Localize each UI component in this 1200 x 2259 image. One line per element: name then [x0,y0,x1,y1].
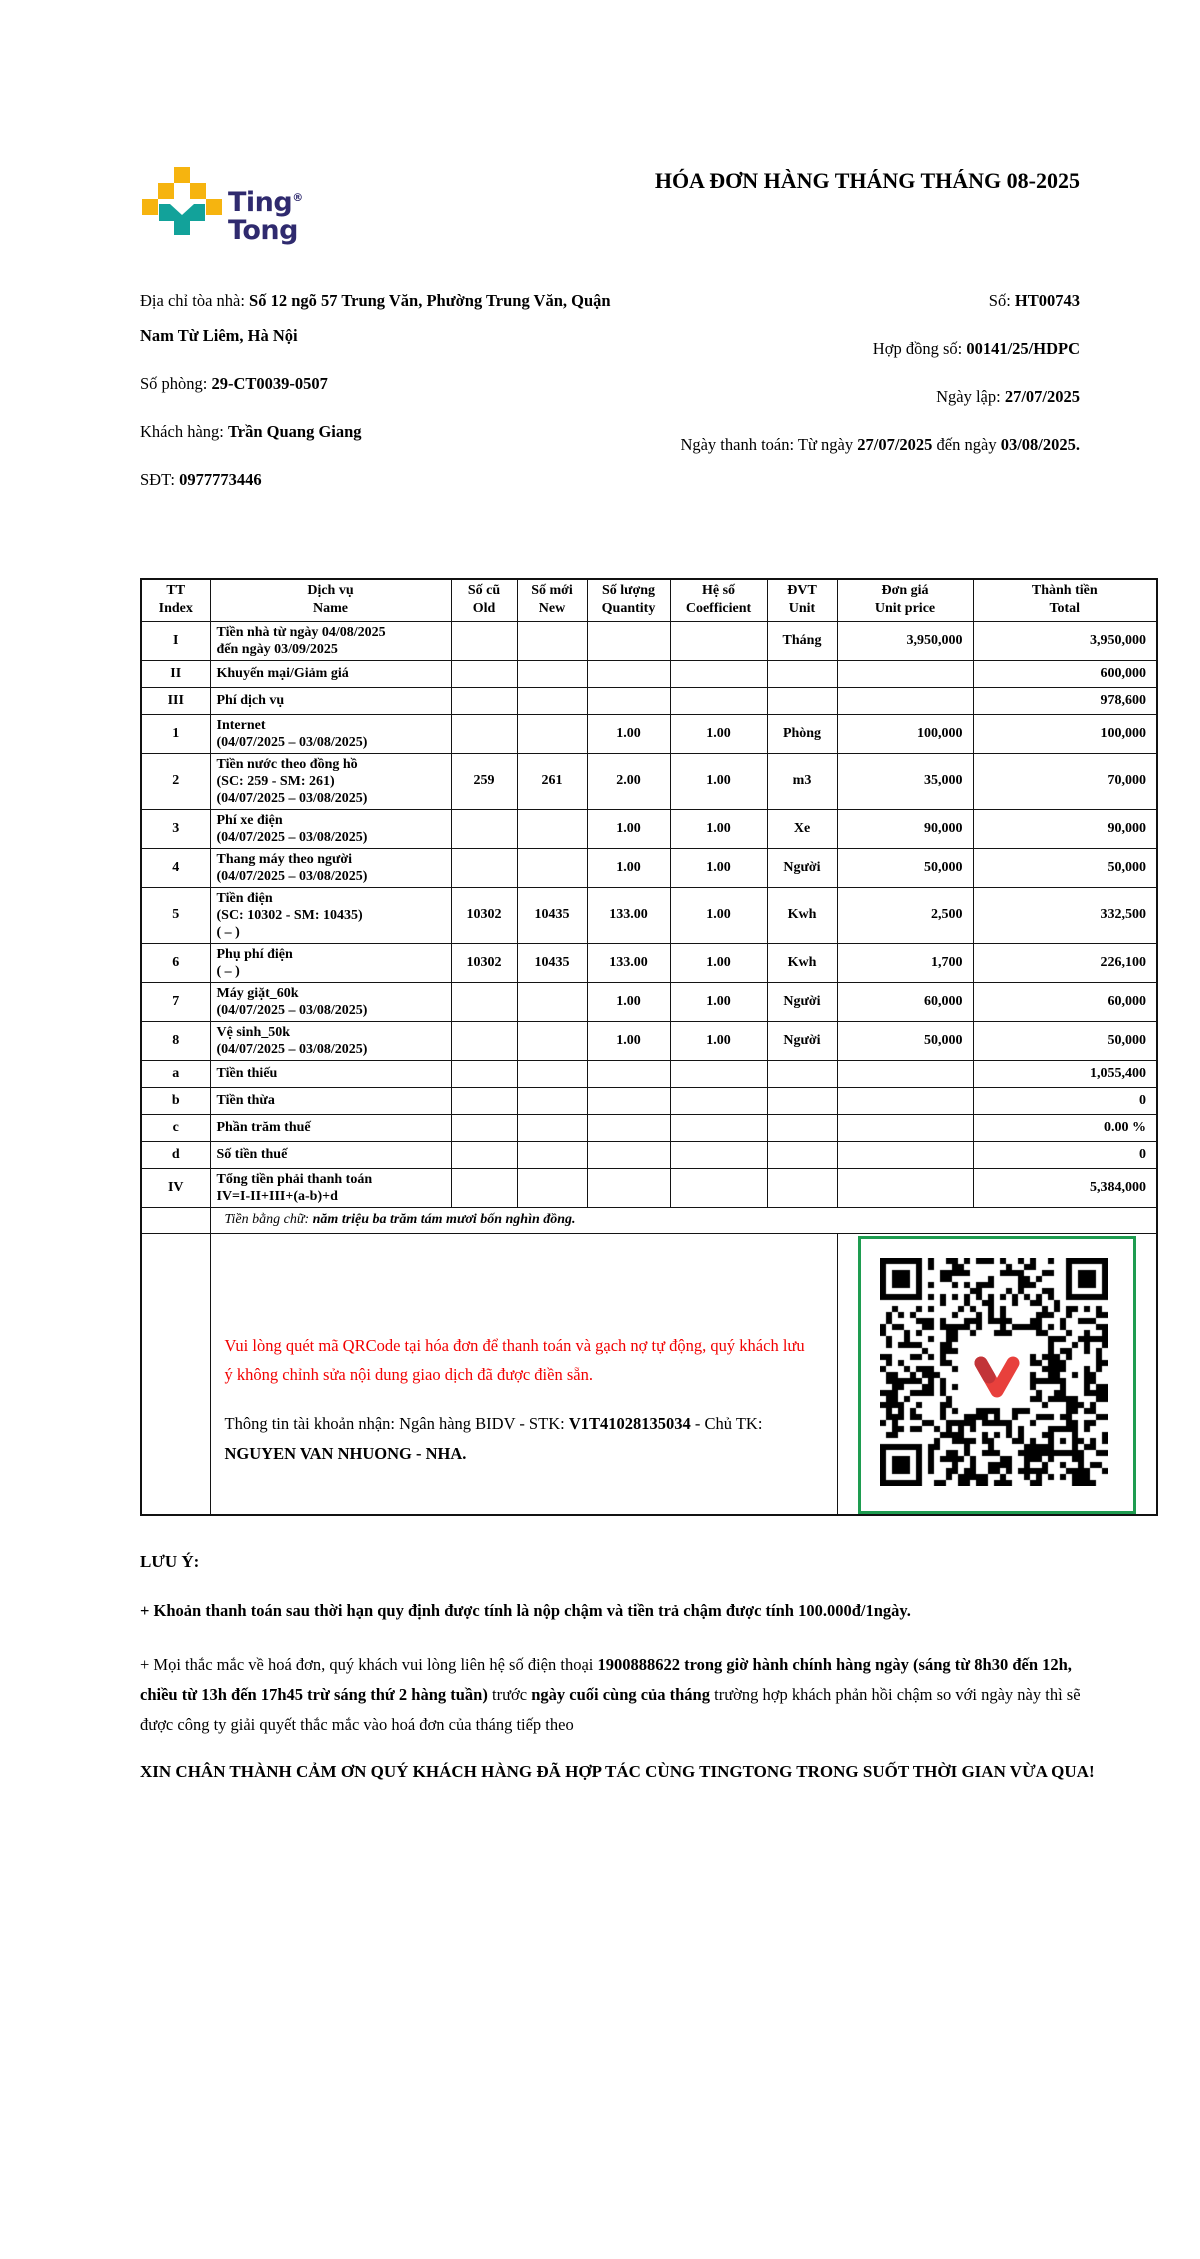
cell-unit-price: 35,000 [837,753,973,809]
cell-unit-price: 2,500 [837,887,973,943]
cell-unit [767,1141,837,1168]
cell-total: 90,000 [973,809,1157,848]
charges-table [140,578,1158,1516]
cell-unit-price: 90,000 [837,809,973,848]
logo-line1: Ting® [228,187,303,218]
charge-row-d [141,1141,1157,1168]
label-text: SĐT: [140,470,180,489]
label-text: + Mọi thắc mắc về hoá đơn, quý khách vui lòng liên hệ số điện thoại [140,1655,598,1674]
column-header: ĐVT Unit [767,579,837,621]
cell-unit-price: 1,700 [837,943,973,982]
cell-unit: Người [767,982,837,1021]
cell-new-reading [517,660,587,687]
label-text: trước [487,1685,532,1704]
cell-coefficient: 1.00 [670,753,767,809]
cell-unit-price: 50,000 [837,848,973,887]
cell-unit: Tháng [767,621,837,660]
cell-total: 978,600 [973,687,1157,714]
cell-quantity [587,1114,670,1141]
cell-coefficient [670,1168,767,1207]
cell-index-empty [141,1233,210,1515]
cell-index: 3 [141,809,210,848]
qr-code-box [858,1236,1136,1514]
cell-unit-price: 100,000 [837,714,973,753]
cell-index: 1 [141,714,210,753]
charge-row-6 [141,943,1157,982]
cell-new-reading [517,848,587,887]
tingtong-logo-text [228,184,303,245]
cell-unit [767,1060,837,1087]
cell-new-reading: 10435 [517,943,587,982]
charge-row-5 [141,887,1157,943]
cell-quantity [587,687,670,714]
cell-unit-price [837,1087,973,1114]
cell-unit: Kwh [767,943,837,982]
logo-pixel [206,199,222,215]
cell-total: 0.00 % [973,1114,1157,1141]
cell-name: Internet (04/07/2025 – 03/08/2025) [210,714,451,753]
cell-name: Máy giặt_60k (04/07/2025 – 03/08/2025) [210,982,451,1021]
bold-value: 27/07/2025 [857,435,933,454]
cell-index: I [141,621,210,660]
cell-quantity [587,621,670,660]
cell-name: Phụ phí điện ( – ) [210,943,451,982]
cell-unit-price: 50,000 [837,1021,973,1060]
label-text: Địa chỉ tòa nhà: [140,291,250,310]
cell-new-reading: 10435 [517,887,587,943]
cell-unit: m3 [767,753,837,809]
cell-unit: Người [767,1021,837,1060]
column-header: Số mới New [517,579,587,621]
charge-row-c [141,1114,1157,1141]
cell-new-reading: 261 [517,753,587,809]
label-text: Khách hàng: [140,422,228,441]
cell-total: 332,500 [973,887,1157,943]
tingtong-logo-icon [142,167,224,237]
cell-index: 4 [141,848,210,887]
cell-unit-price [837,1114,973,1141]
cell-name: Phí dịch vụ [210,687,451,714]
label-text: Hợp đồng số: [872,339,967,358]
cell-old-reading: 259 [451,753,517,809]
cell-total: 1,055,400 [973,1060,1157,1087]
cell-total: 60,000 [973,982,1157,1021]
cell-name: Tiền thiếu [210,1060,451,1087]
cell-coefficient: 1.00 [670,887,767,943]
cell-coefficient [670,660,767,687]
cell-unit [767,687,837,714]
cell-old-reading [451,982,517,1021]
cell-old-reading [451,1114,517,1141]
cell-coefficient: 1.00 [670,1021,767,1060]
bold-value: Trần Quang Giang [227,422,362,441]
cell-old-reading [451,1060,517,1087]
charge-row-b [141,1087,1157,1114]
bold-value: V1T41028135034 [568,1413,691,1433]
cell-unit-price: 3,950,000 [837,621,973,660]
cell-unit [767,660,837,687]
cell-name: Phần trăm thuế [210,1114,451,1141]
cell-new-reading [517,714,587,753]
label-text: Số: [988,291,1015,310]
logo-notch [170,204,194,215]
footer-notes [140,1552,1108,1787]
cell-quantity [587,1168,670,1207]
cell-new-reading [517,982,587,1021]
cell-unit-price [837,1141,973,1168]
qr-code-cell [837,1233,1157,1515]
cell-total: 70,000 [973,753,1157,809]
cell-total: 3,950,000 [973,621,1157,660]
bank-account-info [225,1409,809,1469]
cell-index: 7 [141,982,210,1021]
cell-coefficient [670,687,767,714]
logo-pixel [190,183,206,199]
cell-new-reading [517,1114,587,1141]
bold-value: 27/07/2025 [1004,387,1080,406]
payment-instructions-cell [210,1233,837,1515]
cell-unit [767,1087,837,1114]
cell-old-reading [451,1021,517,1060]
cell-coefficient: 1.00 [670,714,767,753]
cell-quantity [587,1060,670,1087]
cell-new-reading [517,809,587,848]
cell-index: d [141,1141,210,1168]
cell-quantity: 133.00 [587,887,670,943]
column-header: TT Index [141,579,210,621]
cell-unit-price: 60,000 [837,982,973,1021]
cell-name: Thang máy theo người (04/07/2025 – 03/08/2025) [210,848,451,887]
cell-quantity: 1.00 [587,1021,670,1060]
customer-info-block [140,283,645,510]
cell-old-reading [451,660,517,687]
cell-total: 5,384,000 [973,1168,1157,1207]
cell-total: 0 [973,1087,1157,1114]
cell-unit: Người [767,848,837,887]
label-text: đến ngày [932,435,1001,454]
cell-coefficient: 1.00 [670,943,767,982]
amount-in-words-row [141,1207,1157,1233]
column-header: Đơn giá Unit price [837,579,973,621]
cell-unit: Xe [767,809,837,848]
invoice-meta-block [644,283,1080,475]
charge-row-2 [141,753,1157,809]
cell-total: 600,000 [973,660,1157,687]
charge-row-8 [141,1021,1157,1060]
bold-value: 1900888622 trong giờ hành chính hàng ngày (sáng từ 8h30 đến 12h, chiều từ 13h đến 17h45 trừ sáng thứ 2 hàng tuần) [140,1655,1072,1704]
qr-payment-note: Vui lòng quét mã QRCode tại hóa đơn để thanh toán và gạch nợ tự động, quý khách lưu ý không chỉnh sửa nội dung giao dịch đã được điền sẵn. [224,1335,805,1384]
cell-coefficient: 1.00 [670,809,767,848]
logo-pixel [158,183,174,199]
cell-name: Tổng tiền phải thanh toán IV=I-II+III+(a-b)+d [210,1168,451,1207]
invoice-meta-line-1 [644,331,1080,366]
customer-info-line-2 [140,414,645,449]
invoice-meta-line-0 [644,283,1080,318]
cell-quantity [587,1087,670,1114]
cell-unit-price [837,687,973,714]
charge-row-IV [141,1168,1157,1207]
charge-row-I [141,621,1157,660]
charge-row-III [141,687,1157,714]
customer-info-line-0 [140,283,645,353]
column-header: Hệ số Coefficient [670,579,767,621]
cell-quantity: 133.00 [587,943,670,982]
cell-coefficient [670,1087,767,1114]
cell-coefficient [670,1114,767,1141]
logo-pixel [174,167,190,183]
charge-row-II [141,660,1157,687]
late-payment-note: + Khoản thanh toán sau thời hạn quy định được tính là nộp chậm và tiền trả chậm được tính 100.000đ/1ngày. [140,1601,911,1620]
cell-index: IV [141,1168,210,1207]
cell-name: Tiền thừa [210,1087,451,1114]
cell-index: b [141,1087,210,1114]
column-header: Số lượng Quantity [587,579,670,621]
cell-unit: Phòng [767,714,837,753]
cell-name: Tiền nước theo đồng hồ (SC: 259 - SM: 261) (04/07/2025 – 03/08/2025) [210,753,451,809]
amount-in-words-label: Tiền bằng chữ: [224,1212,313,1227]
cell-coefficient [670,1141,767,1168]
bold-value: 03/08/2025. [1000,435,1080,454]
cell-old-reading [451,809,517,848]
cell-coefficient: 1.00 [670,982,767,1021]
cell-old-reading [451,1141,517,1168]
cell-old-reading [451,848,517,887]
bold-value: 29-CT0039-0507 [211,374,328,393]
cell-index: 2 [141,753,210,809]
cell-quantity: 1.00 [587,982,670,1021]
cell-index: II [141,660,210,687]
cell-old-reading [451,714,517,753]
column-header: Dịch vụ Name [210,579,451,621]
cell-old-reading [451,1168,517,1207]
cell-unit [767,1114,837,1141]
charge-row-3 [141,809,1157,848]
cell-total: 100,000 [973,714,1157,753]
cell-unit: Kwh [767,887,837,943]
amount-in-words-value: năm triệu ba trăm tám mươi bốn nghìn đồng. [312,1212,576,1227]
cell-total: 50,000 [973,1021,1157,1060]
cell-total: 0 [973,1141,1157,1168]
cell-coefficient [670,1060,767,1087]
bold-value: NGUYEN VAN NHUONG - NHA. [224,1443,467,1463]
cell-coefficient: 1.00 [670,848,767,887]
cell-new-reading [517,1087,587,1114]
cell-quantity: 2.00 [587,753,670,809]
cell-new-reading [517,687,587,714]
customer-info-line-3 [140,462,645,497]
invoice-meta-line-2 [644,379,1080,414]
cell-index: 8 [141,1021,210,1060]
hotline-note [140,1650,1108,1740]
cell-old-reading [451,687,517,714]
cell-index: 6 [141,943,210,982]
cell-old-reading [451,1087,517,1114]
charge-row-1 [141,714,1157,753]
cell-new-reading [517,1141,587,1168]
cell-old-reading: 10302 [451,943,517,982]
cell-coefficient [670,621,767,660]
cell-unit-price [837,1060,973,1087]
label-text: Thông tin tài khoản nhận: Ngân hàng BIDV - STK: [224,1413,569,1433]
cell-unit-price [837,1168,973,1207]
cell-new-reading [517,621,587,660]
cell-quantity [587,1141,670,1168]
thank-you-note: XIN CHÂN THÀNH CẢM ƠN QUÝ KHÁCH HÀNG ĐÃ HỢP TÁC CÙNG TINGTONG TRONG SUỐT THỜI GIAN VỪA QUA! [140,1762,1095,1781]
cell-new-reading [517,1060,587,1087]
column-header: Số cũ Old [451,579,517,621]
label-text: Ngày lập: [936,387,1005,406]
label-text: Số phòng: [140,374,212,393]
label-text: Ngày thanh toán: Từ ngày [680,435,858,454]
label-text: trường hợp khách phản hồi chậm so với ngày này thì sẽ được công ty giải quyết thắc mắc vào hoá đơn của tháng tiếp theo [140,1685,1081,1734]
cell-name: Số tiền thuế [210,1141,451,1168]
cell-index: III [141,687,210,714]
bold-value: 0977773446 [179,470,262,489]
cell-quantity: 1.00 [587,809,670,848]
payment-row [141,1233,1157,1515]
bold-value: ngày cuối cùng của tháng [531,1685,710,1704]
cell-unit [767,1168,837,1207]
label-text: - Chủ TK: [690,1413,763,1433]
invoice-meta-line-3 [644,427,1080,462]
customer-info-line-1 [140,366,645,401]
cell-quantity [587,660,670,687]
charge-row-a [141,1060,1157,1087]
cell-index: 5 [141,887,210,943]
logo-line2: Tong [228,215,298,246]
bold-value: Số 12 ngõ 57 Trung Văn, Phường Trung Văn, Quận Nam Từ Liêm, Hà Nội [140,291,611,345]
logo-pixel [142,199,158,215]
cell-quantity: 1.00 [587,714,670,753]
cell-new-reading [517,1021,587,1060]
charge-row-4 [141,848,1157,887]
cell-new-reading [517,1168,587,1207]
cell-name: Tiền điện (SC: 10302 - SM: 10435) ( – ) [210,887,451,943]
cell-name: Phí xe điện (04/07/2025 – 03/08/2025) [210,809,451,848]
bold-value: HT00743 [1014,291,1080,310]
amount-in-words-cell [210,1207,1157,1233]
cell-total: 50,000 [973,848,1157,887]
bold-value: 00141/25/HDPC [966,339,1080,358]
charge-row-7 [141,982,1157,1021]
cell-old-reading: 10302 [451,887,517,943]
column-header: Thành tiền Total [973,579,1157,621]
cell-index-empty [141,1207,210,1233]
cell-index: a [141,1060,210,1087]
cell-name: Tiền nhà từ ngày 04/08/2025 đến ngày 03/09/2025 [210,621,451,660]
cell-name: Vệ sinh_50k (04/07/2025 – 03/08/2025) [210,1021,451,1060]
cell-unit-price [837,660,973,687]
logo-pixel [174,221,190,235]
table-header-row [141,579,1157,621]
cell-total: 226,100 [973,943,1157,982]
vietqr-v-logo [968,1346,1026,1404]
cell-index: c [141,1114,210,1141]
invoice-title: HÓA ĐƠN HÀNG THÁNG THÁNG 08-2025 [654,168,1080,193]
cell-name: Khuyến mại/Giảm giá [210,660,451,687]
cell-quantity: 1.00 [587,848,670,887]
registered-mark: ® [292,191,303,204]
cell-old-reading [451,621,517,660]
notes-heading: LƯU Ý: [140,1552,200,1571]
